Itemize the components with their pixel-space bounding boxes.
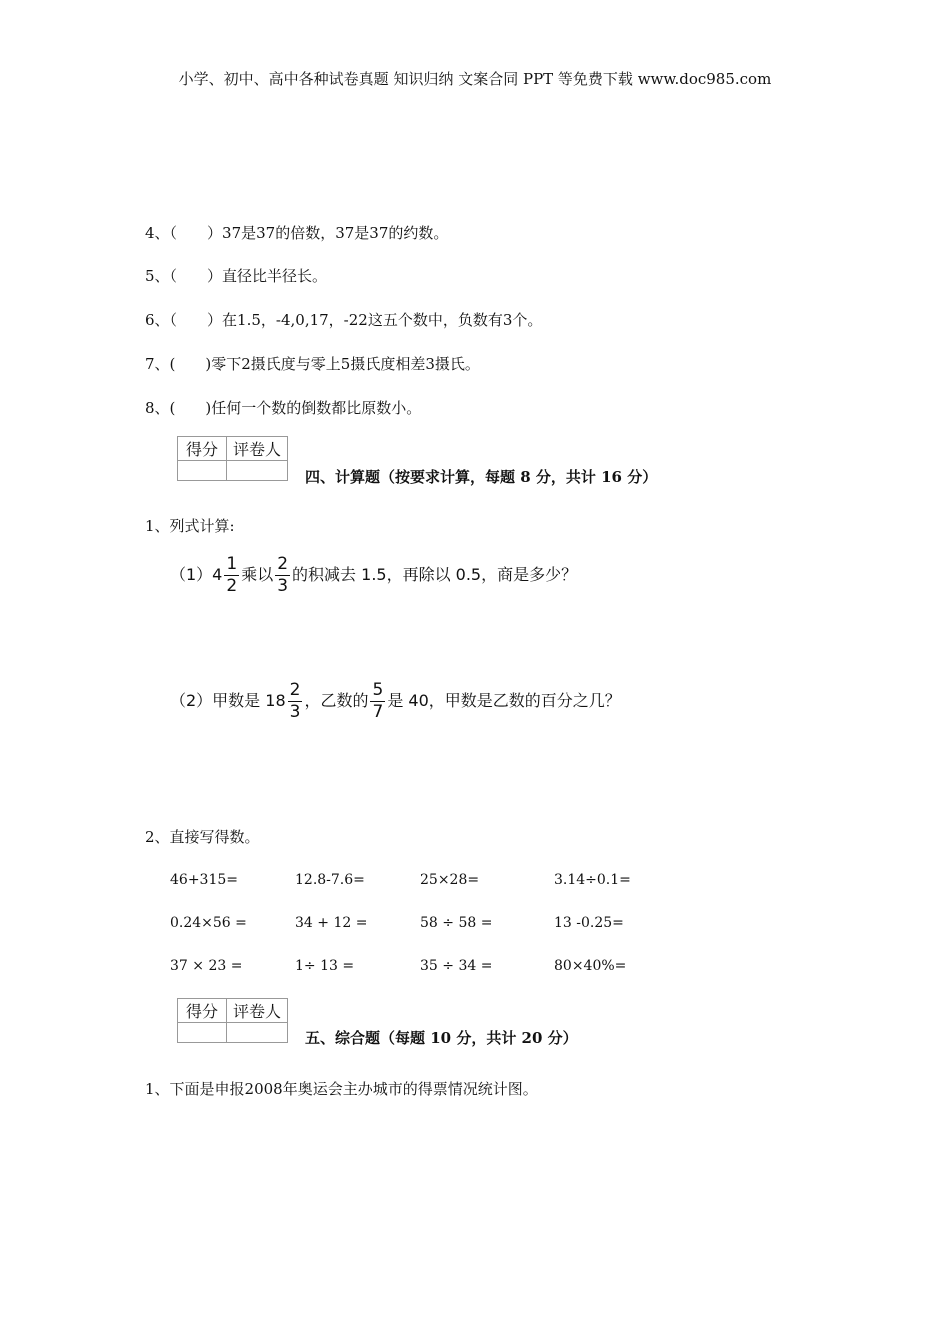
section4-q1-label: 1、列式计算: (145, 517, 235, 535)
score-label: 得分 (178, 437, 227, 461)
fraction-denominator: 2 (226, 576, 238, 596)
calc-cell: 46+315= (170, 872, 238, 888)
section5-title: 五、综合题（每题 10 分，共计 20 分） (305, 1029, 578, 1047)
calc-cell: 25×28= (420, 872, 480, 888)
calc-cell: 80×40%= (554, 958, 627, 974)
judge-item-5: 5、（ ）直径比半径长。 (145, 267, 328, 285)
p1-suffix: 的积减去 1.5，再除以 0.5，商是多少？ (292, 565, 578, 584)
fraction-denominator: 3 (277, 576, 289, 596)
calc-cell: 1÷ 13 = (295, 958, 355, 974)
grader-cell[interactable] (227, 1023, 288, 1043)
fraction-denominator: 7 (372, 702, 384, 722)
calc-cell: 34 + 12 = (295, 915, 368, 931)
judge-item-8: 8、( )任何一个数的倒数都比原数小。 (145, 399, 422, 417)
section4-q2-label: 2、直接写得数。 (145, 828, 260, 846)
grader-label: 评卷人 (227, 437, 288, 461)
score-cell[interactable] (178, 1023, 227, 1043)
calc-cell: 0.24×56 = (170, 915, 247, 931)
fraction-numerator: 5 (372, 680, 384, 700)
grader-label: 评卷人 (227, 999, 288, 1023)
judge-item-7: 7、( )零下2摄氏度与零上5摄氏度相差3摄氏。 (145, 355, 480, 373)
section4-title: 四、计算题（按要求计算，每题 8 分，共计 16 分） (305, 468, 658, 486)
judge-item-6: 6、（ ）在1.5，-4,0,17，-22这五个数中，负数有3个。 (145, 311, 543, 329)
fraction-numerator: 2 (277, 554, 289, 574)
p1-mid: 乘以 (241, 565, 274, 584)
fraction-5-7 (370, 682, 385, 721)
p1-prefix: （1）4 (170, 565, 223, 584)
calc-cell: 58 ÷ 58 = (420, 915, 493, 931)
page-header: 小学、初中、高中各种试卷真题 知识归纳 文案合同 PPT 等免费下载 www.doc985.com (178, 70, 772, 88)
score-box-section5 (177, 998, 288, 1043)
score-label: 得分 (178, 999, 227, 1023)
p2-suffix: 是 40，甲数是乙数的百分之几？ (387, 691, 621, 710)
calc-problem-2 (170, 682, 621, 721)
fraction-numerator: 2 (289, 680, 301, 700)
fraction-denominator: 3 (289, 702, 301, 722)
p2-mid: ，乙数的 (304, 691, 369, 710)
score-box-section4 (177, 436, 288, 481)
calc-cell: 37 × 23 = (170, 958, 243, 974)
section5-q1-label: 1、下面是申报2008年奥运会主办城市的得票情况统计图。 (145, 1080, 538, 1098)
calc-problem-1 (170, 556, 577, 595)
p2-prefix: （2）甲数是 18 (170, 691, 286, 710)
calc-cell: 3.14÷0.1= (554, 872, 631, 888)
fraction-1-2 (224, 556, 239, 595)
fraction-2-3 (288, 682, 303, 721)
score-cell[interactable] (178, 461, 227, 481)
judge-item-4: 4、（ ）37是37的倍数，37是37的约数。 (145, 224, 449, 242)
calc-cell: 12.8-7.6= (295, 872, 365, 888)
fraction-numerator: 1 (226, 554, 238, 574)
fraction-2-3 (275, 556, 290, 595)
grader-cell[interactable] (227, 461, 288, 481)
calc-cell: 13 -0.25= (554, 915, 624, 931)
calc-cell: 35 ÷ 34 = (420, 958, 493, 974)
